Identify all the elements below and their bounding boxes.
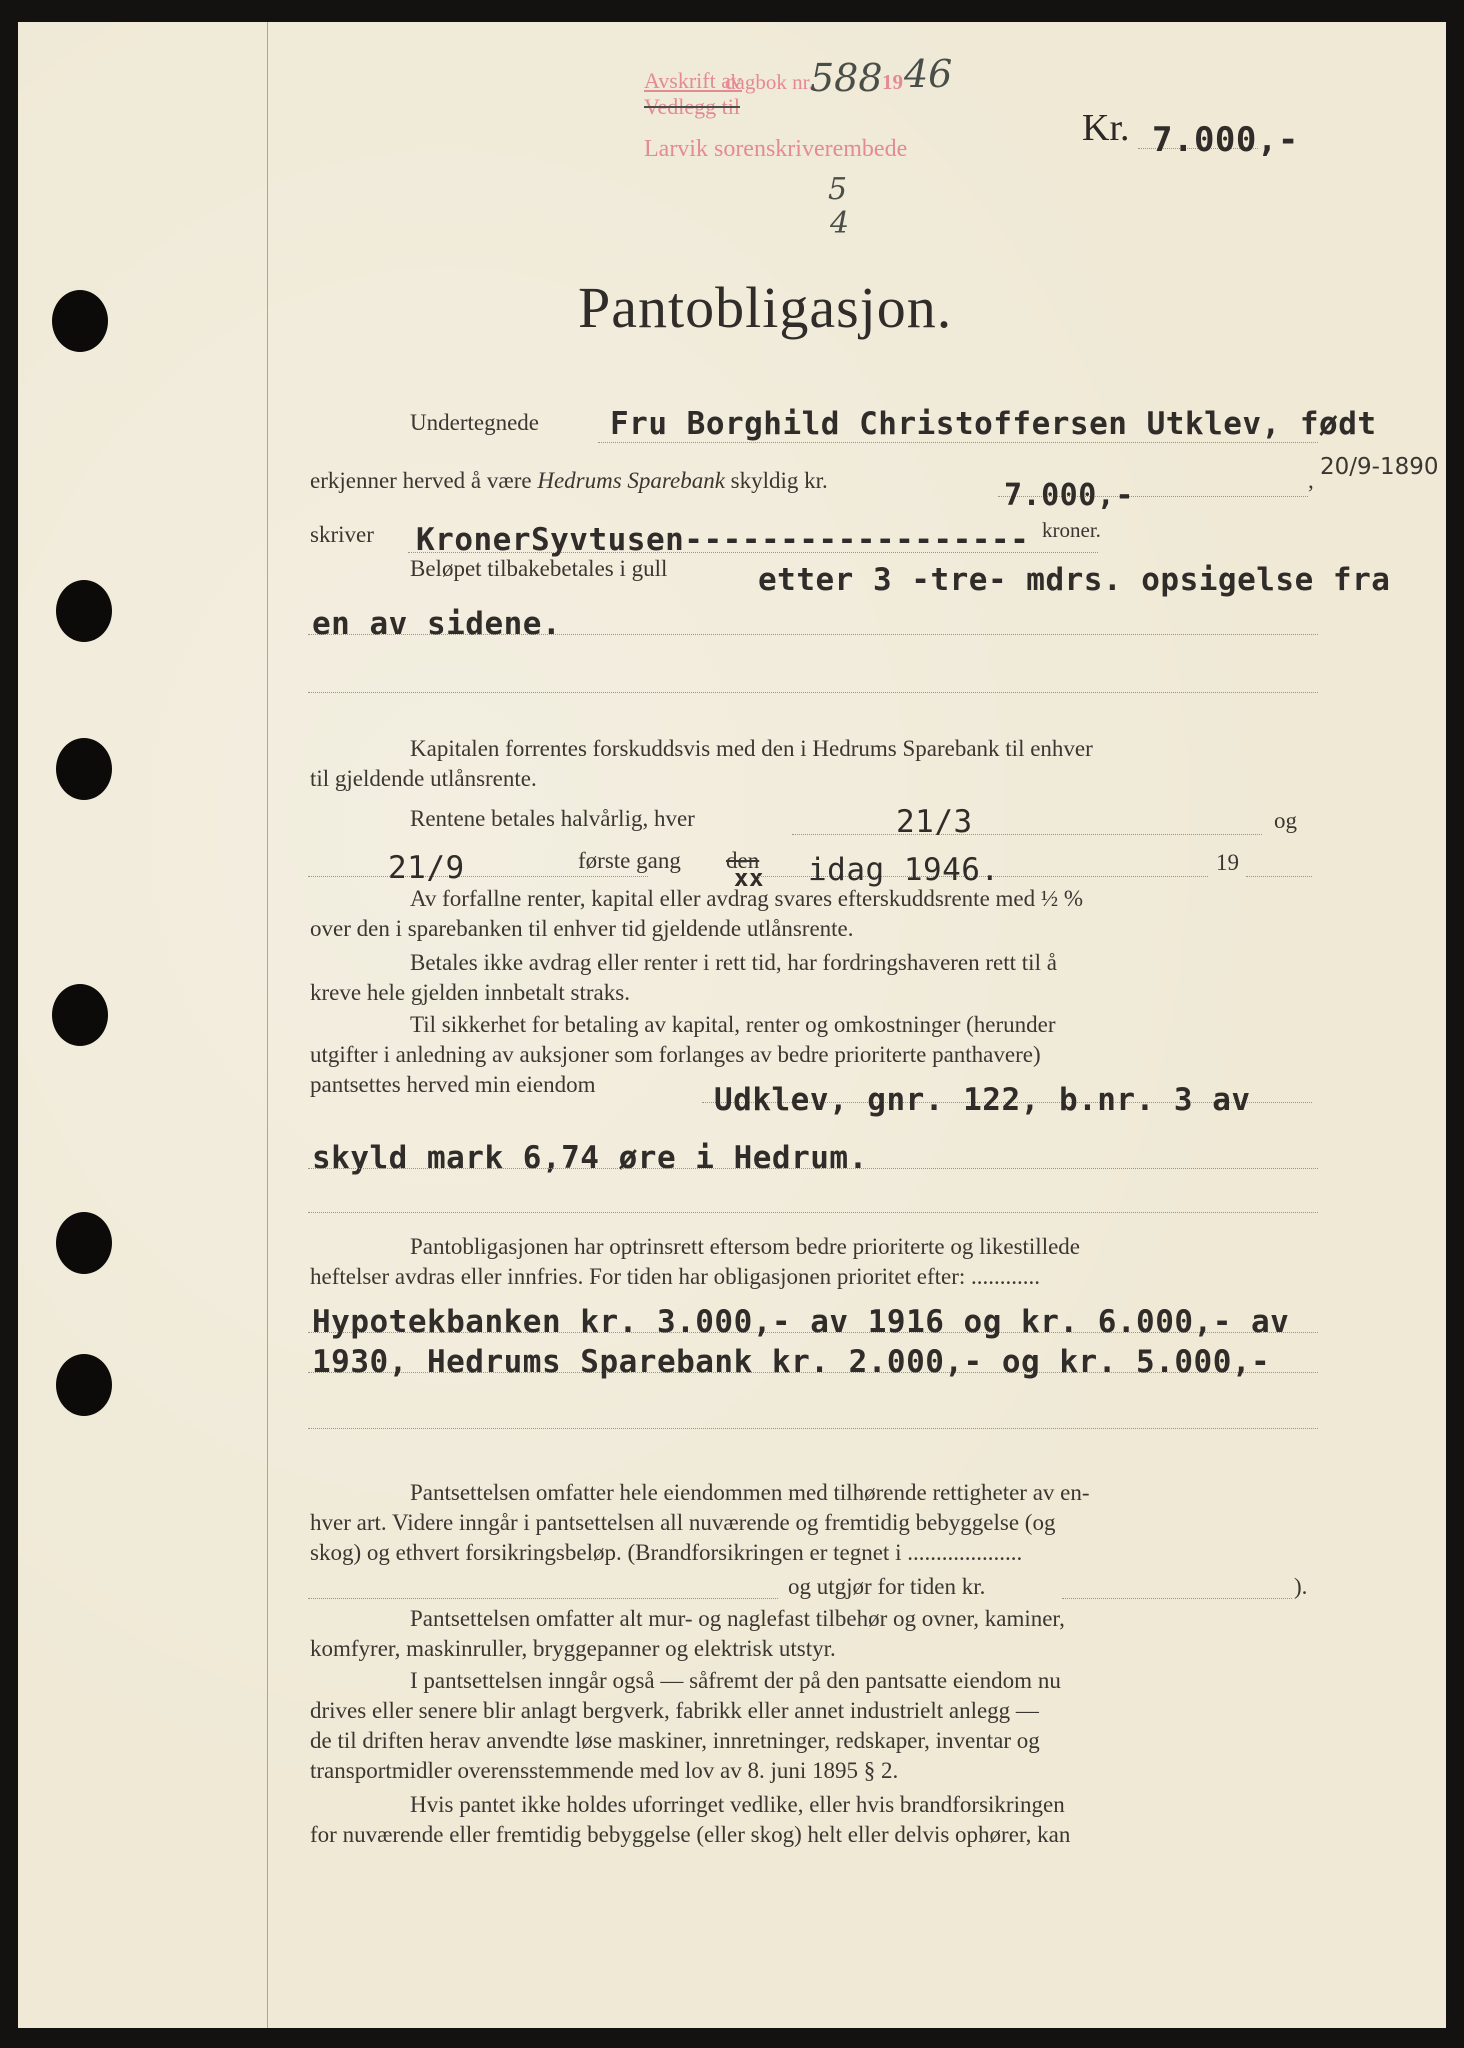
maintenance-text: Hvis pantet ikke holdes uforringet vedlike, eller hvis brandforsikringen [410,1792,1065,1817]
stamp-year-prefix: 19 [882,70,903,94]
stamp-dagbok-label: dagbok nr. [725,70,814,94]
acknowledge-line [310,468,828,494]
written-amount: KronerSyvtusen------------------ [416,522,1030,558]
scope-text: hver art. Videre inngår i pantsettelsen all nuværende og fremtidig bebyggelse (og [310,1510,1056,1535]
semi-annual-label: Rentene betales halvårlig, hver [410,806,695,831]
dagbok-number: 588 [810,56,883,100]
interest-date-2: 21/9 [388,850,465,886]
og-text: og [1274,808,1297,833]
xx-mark: xx [734,864,764,892]
document-page [18,22,1446,2028]
written-label: skriver [310,522,374,547]
acknowledge-amount: 7.000,- [1004,478,1134,513]
punch-hole-icon [56,580,112,642]
scope-text: Pantsettelsen omfatter hele eiendommen med tilhørende rettigheter av en- [410,1480,1090,1505]
priority-value-line-2: 1930, Hedrums Sparebank kr. 2.000,- og kr. 5.000,- [312,1344,1271,1380]
insurance-amount-label: og utgjør for tiden kr. [788,1574,986,1599]
interest-date-1: 21/3 [896,804,973,840]
property-line-1: Udklev, gnr. 122, b.nr. 3 av [714,1082,1251,1118]
paren-close: ). [1294,1574,1308,1599]
debtor-birth-date: 20/9-1890 [1320,454,1439,480]
default-text: Betales ikke avdrag eller renter i rett tid, har fordringshaveren rett til å [410,950,1057,975]
priority-value-line-1: Hypotekbanken kr. 3.000,- av 1916 og kr. 6.000,- av [312,1304,1290,1340]
late-interest-text: over den i sparebanken til enhver tid gjeldende utlånsrente. [310,916,854,941]
punch-hole-icon [56,1354,112,1416]
first-time-label: første gang [578,848,681,873]
punch-hole-icon [56,738,112,800]
punch-hole-icon [52,984,108,1046]
stamp-avskrift: Avskrift av [644,68,742,93]
first-payment-date: idag 1946. [808,852,1000,888]
struck-den: den [726,848,760,873]
repayment-value-line2: en av sidene. [312,606,562,642]
repayment-label: Beløpet tilbakebetales i gull [410,556,668,581]
default-text: kreve hele gjelden innbetalt straks. [310,980,630,1005]
security-text: utgifter i anledning av auksjoner som forlanges av bedre prioriterte panthavere) [310,1042,1041,1067]
acknowledge-text: erkjenner herved å være [310,468,532,493]
scope-text: skog) og ethvert forsikringsbeløp. (Brandforsikringen er tegnet i .................... [310,1540,1023,1565]
creditor-name: Hedrums Sparebank [537,468,725,493]
maintenance-text: for nuværende eller fremtidig bebyggelse (eller skog) helt eller delvis ophører, kan [310,1822,1071,1847]
stamp-vedlegg-struck: Vedlegg til [644,94,740,119]
industry-text: drives eller senere blir anlagt bergverk, fabrikk eller annet industrielt anlegg — [310,1698,1039,1723]
debtor-name: Fru Borghild Christoffersen Utklev, født [610,406,1377,442]
property-line-2: skyld mark 6,74 øre i Hedrum. [312,1140,868,1176]
amount-label: Kr. [1082,107,1130,149]
amount-value: 7.000,- [1152,120,1299,160]
dagbok-year: 46 [904,52,953,96]
punch-hole-icon [56,1212,112,1274]
kroner-suffix: kroner. [1042,518,1101,542]
late-interest-text: Av forfallne renter, kapital eller avdrag svares efterskuddsrente med ½ % [410,886,1084,911]
security-text: Til sikkerhet for betaling av kapital, renter og omkostninger (herunder [410,1012,1056,1037]
punch-hole-icon [52,290,108,352]
industry-text: de til driften herav anvendte løse maskiner, innretninger, redskaper, inventar og [310,1728,1040,1753]
acknowledge-text-after: skyldig kr. [730,468,828,493]
fraction-bottom: 4 [830,206,850,241]
repayment-value-line1: etter 3 -tre- mdrs. opsigelse fra [758,562,1391,598]
fixtures-text: Pantsettelsen omfatter alt mur- og naglefast tilbehør og ovner, kaminer, [410,1606,1065,1631]
priority-text: heftelser avdras eller innfries. For tiden har obligasjonen prioritet efter: ............ [310,1264,1041,1289]
interest-text: til gjeldende utlånsrente. [310,766,537,791]
year-prefix: 19 [1216,850,1239,875]
debtor-label: Undertegnede [410,410,539,435]
interest-text: Kapitalen forrentes forskuddsvis med den i Hedrums Sparebank til enhver [410,736,1093,761]
comma: , [1308,468,1314,493]
red-margin-line [267,22,268,2028]
industry-text: I pantsettelsen inngår også — såfremt der på den pantsatte eiendom nu [410,1668,1061,1693]
fraction-top: 5 [828,172,848,207]
fixtures-text: komfyrer, maskinruller, bryggepanner og elektrisk utstyr. [310,1636,836,1661]
stamp-office: Larvik sorenskriverembede [644,136,908,162]
property-label: pantsettes herved min eiendom [310,1072,596,1097]
document-title: Pantobligasjon. [578,275,953,340]
industry-text: transportmidler overensstemmende med lov av 8. juni 1895 § 2. [310,1758,899,1783]
priority-text: Pantobligasjonen har optrinsrett eftersom bedre prioriterte og likestillede [410,1234,1080,1259]
